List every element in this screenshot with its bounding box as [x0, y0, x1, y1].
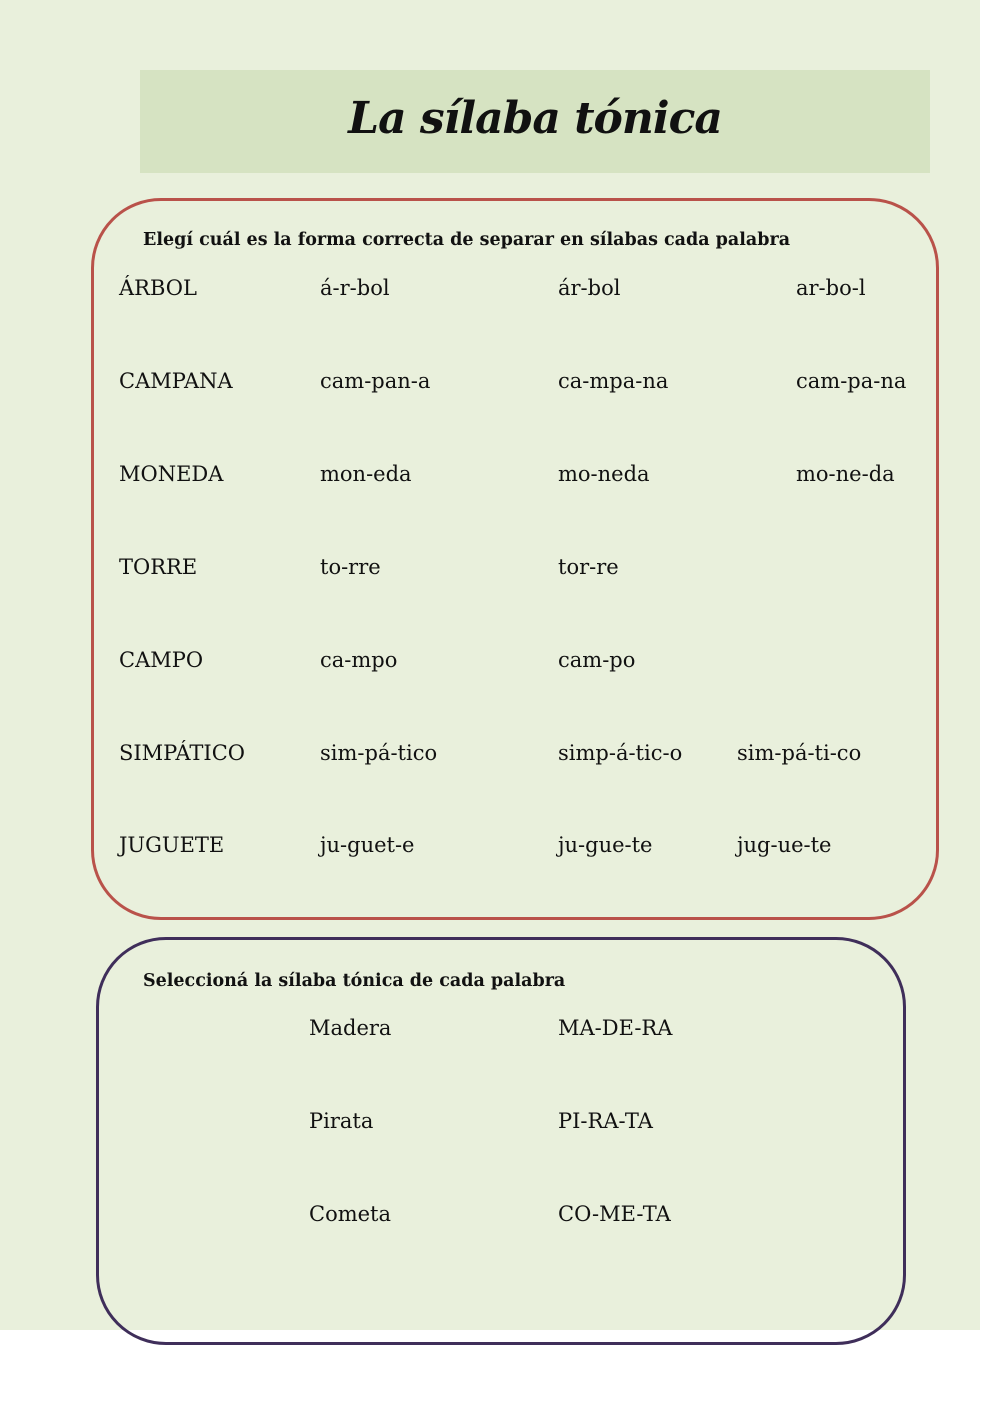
option-simpatico-2[interactable]: simp-á-tic-o: [558, 741, 683, 765]
option-torre-1[interactable]: to-rre: [320, 555, 381, 579]
title-banner: [140, 70, 930, 173]
word-campo: CAMPO: [119, 648, 204, 672]
option-simpatico-1[interactable]: sim-pá-tico: [320, 741, 438, 765]
word-pirata: Pirata: [309, 1109, 374, 1133]
option-campo-2[interactable]: cam-po: [558, 648, 636, 672]
word-moneda: MONEDA: [119, 462, 224, 486]
word-campana: CAMPANA: [119, 369, 233, 393]
option-campana-3[interactable]: cam-pa-na: [796, 369, 907, 393]
exercise-2-instruction: Seleccioná la sílaba tónica de cada palabra: [143, 971, 566, 991]
syllables-madera[interactable]: MA-DE-RA: [558, 1016, 673, 1040]
word-cometa: Cometa: [309, 1202, 392, 1226]
word-madera: Madera: [309, 1016, 392, 1040]
option-moneda-2[interactable]: mo-neda: [558, 462, 650, 486]
option-juguete-3[interactable]: jug-ue-te: [737, 833, 832, 857]
option-arbol-1[interactable]: á-r-bol: [320, 276, 390, 300]
word-simpatico: SIMPÁTICO: [119, 741, 245, 765]
syllables-cometa[interactable]: CO-ME-TA: [558, 1202, 671, 1226]
option-simpatico-3[interactable]: sim-pá-ti-co: [737, 741, 862, 765]
option-moneda-3[interactable]: mo-ne-da: [796, 462, 895, 486]
exercise-1-panel: [91, 198, 939, 920]
option-campana-1[interactable]: cam-pan-a: [320, 369, 431, 393]
option-campo-1[interactable]: ca-mpo: [320, 648, 398, 672]
word-juguete: JUGUETE: [119, 833, 225, 857]
option-moneda-1[interactable]: mon-eda: [320, 462, 412, 486]
syllables-pirata[interactable]: PI-RA-TA: [558, 1109, 653, 1133]
option-arbol-3[interactable]: ar-bo-l: [796, 276, 866, 300]
page-title: La sílaba tónica: [348, 93, 722, 144]
option-arbol-2[interactable]: ár-bol: [558, 276, 621, 300]
exercise-2-panel: [96, 937, 906, 1345]
word-torre: TORRE: [119, 555, 198, 579]
word-arbol: ÁRBOL: [119, 276, 197, 300]
option-juguete-1[interactable]: ju-guet-e: [320, 833, 415, 857]
exercise-1-instruction: Elegí cuál es la forma correcta de separar en sílabas cada palabra: [143, 230, 791, 250]
option-torre-2[interactable]: tor-re: [558, 555, 619, 579]
option-campana-2[interactable]: ca-mpa-na: [558, 369, 669, 393]
option-juguete-2[interactable]: ju-gue-te: [558, 833, 653, 857]
